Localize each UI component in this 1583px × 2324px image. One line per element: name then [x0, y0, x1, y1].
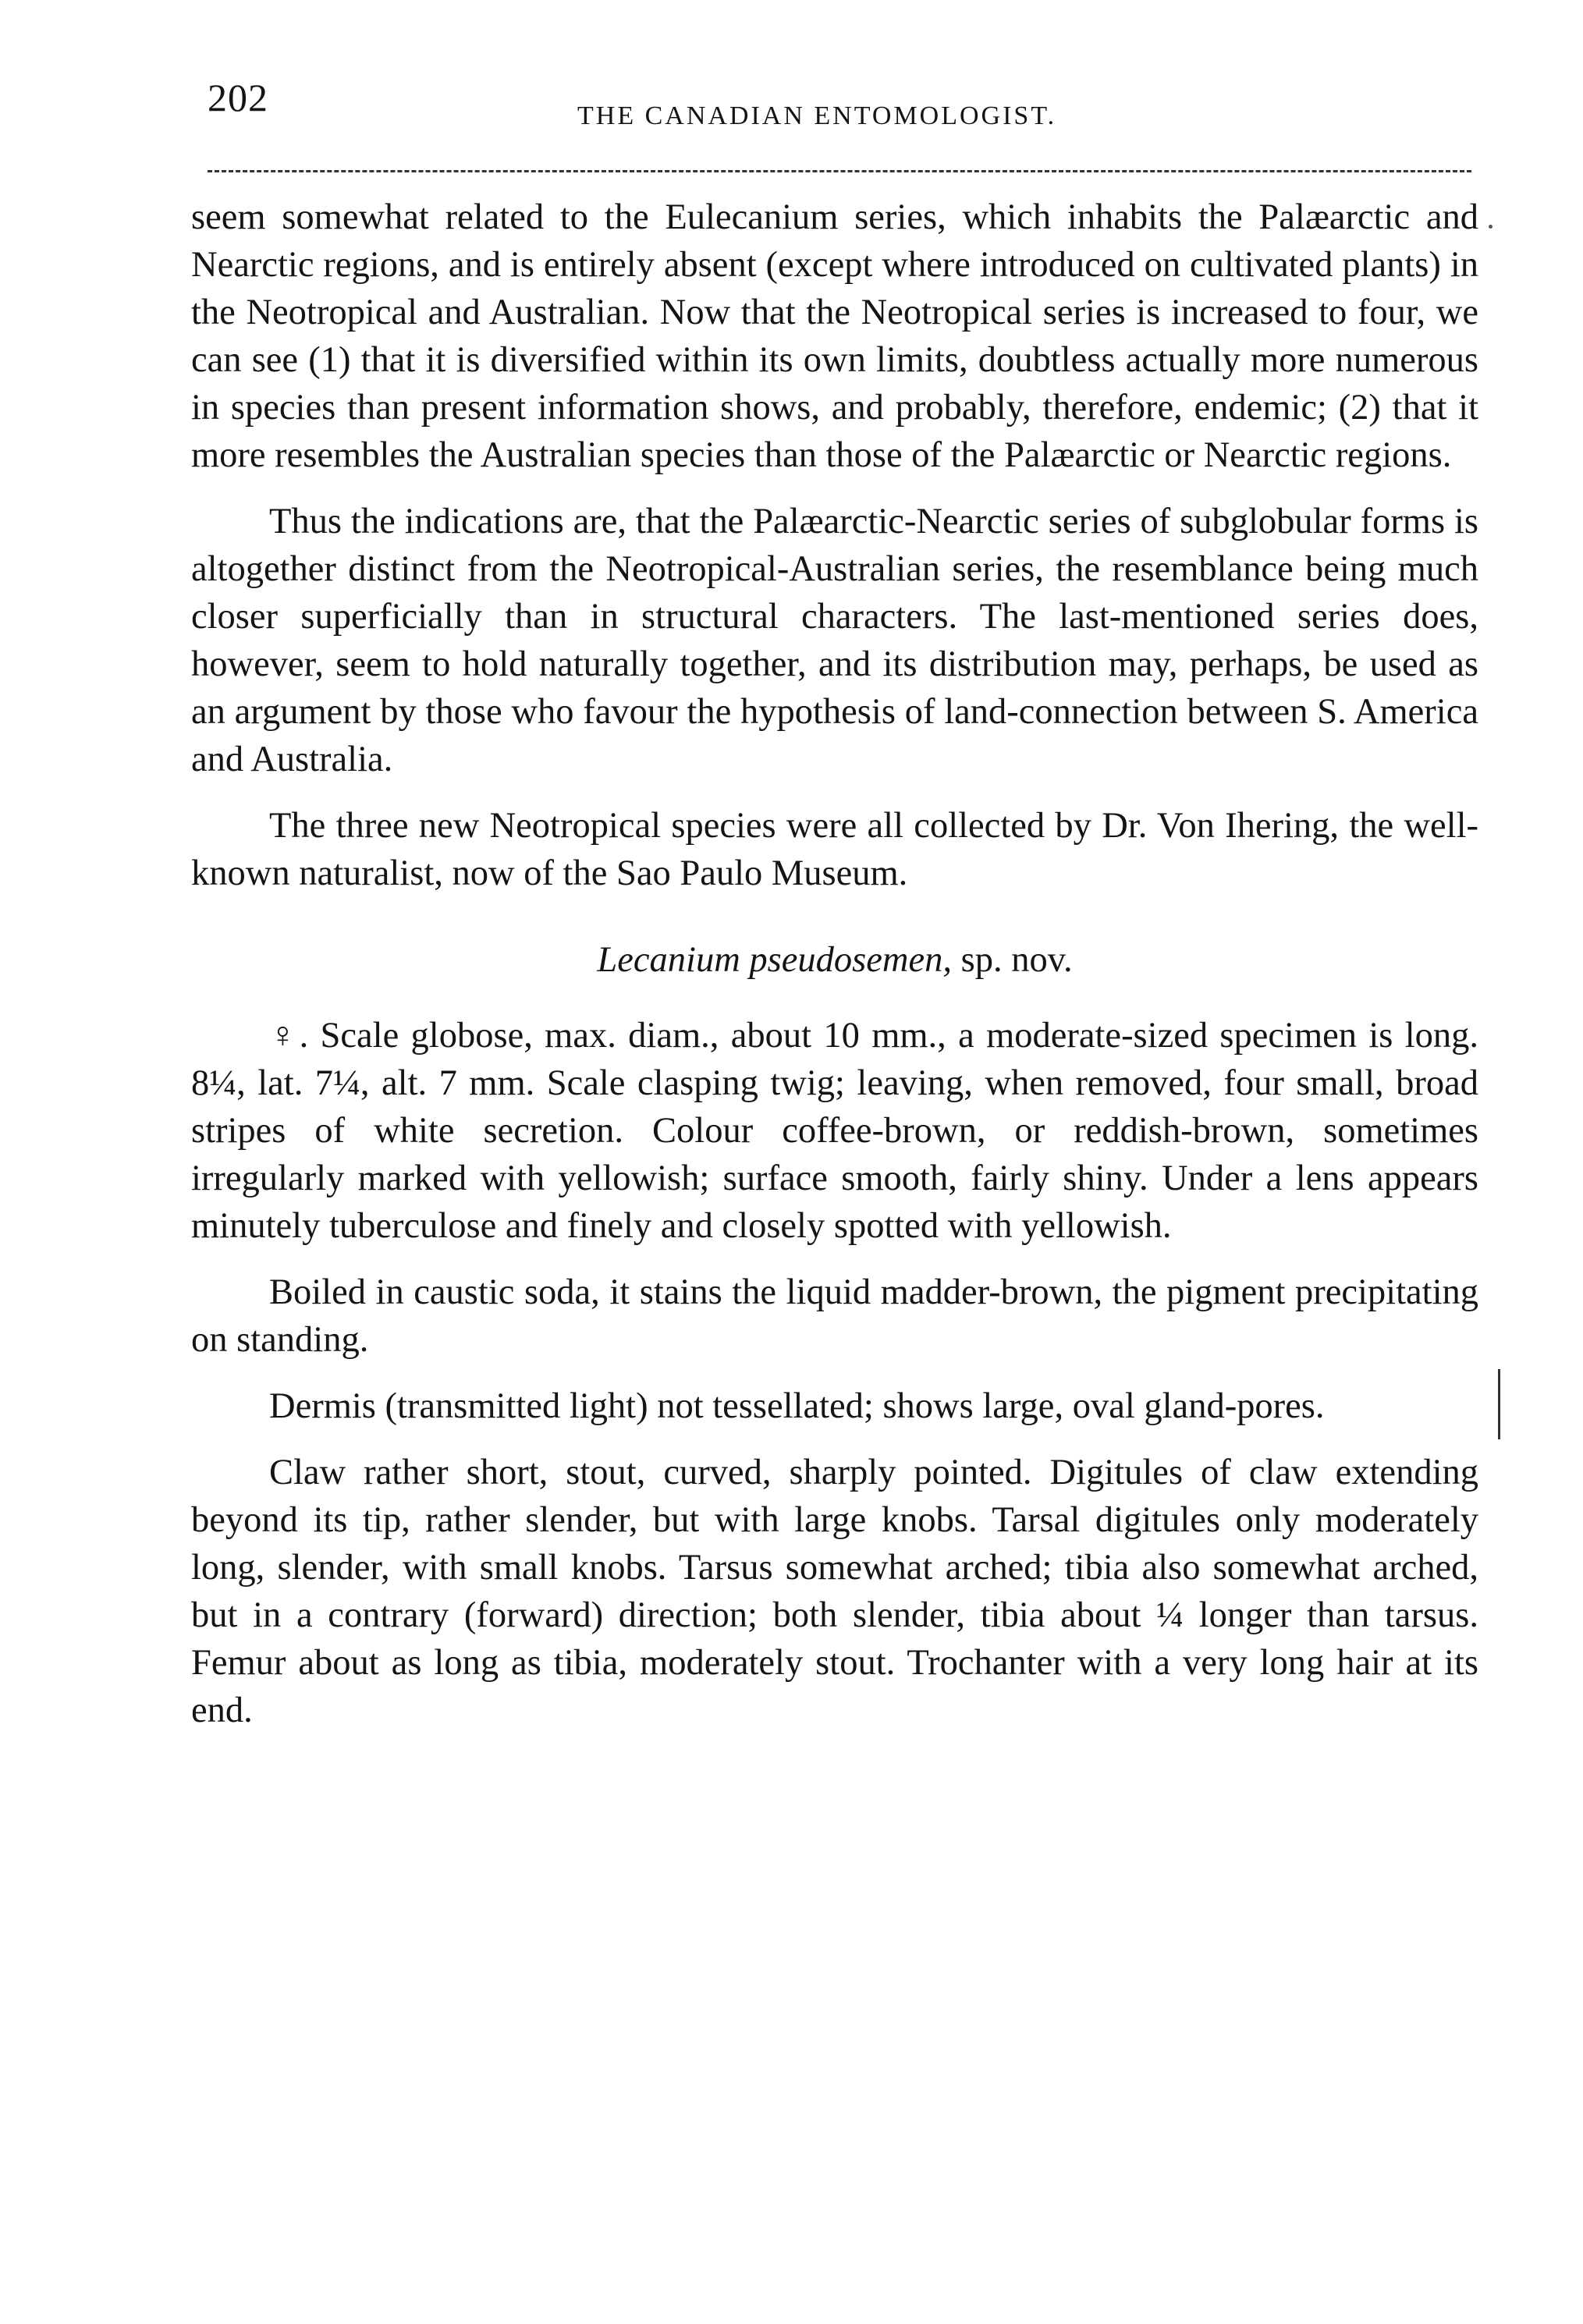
paragraph-indications: Thus the indications are, that the Palæarctic-Nearctic series of subglobular forms is altogether distinct from the Neotropical-Australian series, the resemblance being much closer superficially than in structural characters. The last-mentioned series does, however, seem to hold naturally together, and its distribution may, perhaps, be used as an argument by those who favour the hypothesis of land-connection between S. America and Australia.	[191, 502, 1478, 779]
description-dermis: Dermis (transmitted light) not tessellated; shows large, oval gland-pores.	[269, 1386, 1325, 1426]
description-soda: Boiled in caustic soda, it stains the liquid madder-brown, the pigment precipitating on standing.	[191, 1272, 1478, 1360]
running-title: THE CANADIAN ENTOMOLOGIST.	[577, 101, 1057, 130]
species-suffix: sp. nov.	[952, 940, 1073, 980]
species-name: Lecanium pseudosemen,	[597, 940, 952, 980]
description-claw: Claw rather short, stout, curved, sharply pointed. Digitules of claw extending beyond its tip, rather slender, but with large knobs. Tarsal digitules only moderately long, slender, with small knobs. Tarsus somewhat arched; tibia also somewhat arched, but in a contrary (forward) direction; both slender, tibia about ¼ longer than tarsus. Femur about as long as tibia, moderately stout. Trochanter with a very long hair at its end.	[191, 1453, 1478, 1730]
paragraph-collection: The three new Neotropical species were all collected by Dr. Von Ihering, the well-known naturalist, now of the Sao Paulo Museum.	[191, 806, 1478, 893]
description-scale: ♀. Scale globose, max. diam., about 10 mm., a moderate-sized specimen is long. 8¼, lat. 7¼, alt. 7 mm. Scale clasping twig; leaving, when removed, four small, broad stripes of white secretion. Colour coffee-brown, or reddish-brown, sometimes irregularly marked with yellowish; surface smooth, fairly shiny. Under a lens appears minutely tuberculose and finely and closely spotted with yellowish.	[191, 1016, 1478, 1246]
margin-speck	[1489, 225, 1492, 229]
header-rule	[208, 170, 1471, 172]
page-number: 202	[208, 76, 268, 119]
species-heading	[191, 936, 1478, 984]
page-body	[191, 193, 1478, 1753]
paragraph-continuation: seem somewhat related to the Eulecanium series, which inhabits the Palæarctic and Nearctic regions, and is entirely absent (except where introduced on cultivated plants) in the Neotropical and Australian. Now that the Neotropical series is increased to four, we can see (1) that it is diversified within its own limits, doubtless actually more numerous in species than present information shows, and probably, therefore, endemic; (2) that it more resembles the Australian species than those of the Palæarctic or Nearctic regions.	[191, 197, 1478, 475]
margin-mark	[1498, 1369, 1500, 1439]
